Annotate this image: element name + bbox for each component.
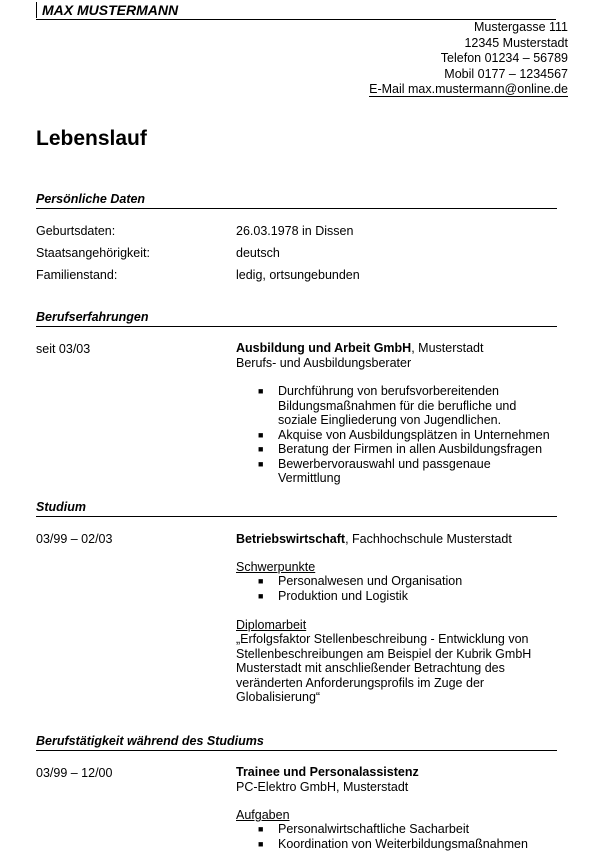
section-heading-experience: Berufserfahrungen — [36, 309, 149, 325]
experience-company-location: , Musterstadt — [411, 341, 483, 355]
bullet-icon: ■ — [258, 589, 263, 604]
study-thesis-label: Diplomarbeit — [236, 618, 306, 633]
experience-entry — [236, 341, 483, 370]
section-divider — [36, 208, 557, 209]
section-heading-work-study: Berufstätigkeit während des Studiums — [36, 733, 264, 749]
address-email[interactable]: E-Mail max.mustermann@online.de — [369, 83, 568, 97]
personal-label-birth: Geburtsdaten: — [36, 223, 115, 239]
work-study-entry — [236, 765, 419, 794]
personal-label-nationality: Staatsangehörigkeit: — [36, 245, 150, 261]
personal-label-status: Familienstand: — [36, 267, 117, 283]
experience-date: seit 03/03 — [36, 341, 90, 357]
bullet-icon: ■ — [258, 428, 263, 443]
section-heading-study: Studium — [36, 499, 86, 515]
address-mobile: Mobil 0177 – 1234567 — [369, 67, 568, 83]
work-study-task-list — [254, 822, 528, 851]
study-subject: Betriebswirtschaft, Fachhochschule Musterstadt — [236, 532, 512, 547]
list-item: ■ Akquise von Ausbildungsplätzen in Unternehmen — [254, 428, 550, 443]
list-item: ■ Durchführung von berufsvorbereitenden — [254, 384, 550, 399]
study-focus-list — [254, 574, 462, 603]
list-item: soziale Eingliederung von Jugendlichen. — [254, 413, 550, 428]
work-study-employer: PC-Elektro GmbH, Musterstadt — [236, 780, 419, 795]
list-item: ■ Produktion und Logistik — [254, 589, 462, 604]
work-study-date: 03/99 – 12/00 — [36, 765, 112, 781]
document-title: Lebenslauf — [36, 125, 147, 153]
section-divider — [36, 326, 557, 327]
study-date: 03/99 – 02/03 — [36, 531, 112, 547]
list-item: ■ Bewerbervorauswahl und passgenaue — [254, 457, 550, 472]
personal-value-birth: 26.03.1978 in Dissen — [236, 223, 353, 239]
experience-company: Ausbildung und Arbeit GmbH — [236, 341, 411, 355]
section-divider — [36, 750, 557, 751]
section-divider — [36, 516, 557, 517]
bullet-icon: ■ — [258, 457, 263, 472]
address-city: 12345 Musterstadt — [369, 36, 568, 52]
work-study-tasks-label: Aufgaben — [236, 808, 290, 823]
bullet-icon: ■ — [258, 822, 263, 837]
bullet-icon: ■ — [258, 442, 263, 457]
list-item: Vermittlung — [254, 471, 550, 486]
applicant-name: MAX MUSTERMANN — [36, 2, 556, 18]
bullet-icon: ■ — [258, 837, 263, 851]
personal-value-nationality: deutsch — [236, 245, 280, 261]
list-item: ■ Beratung der Firmen in allen Ausbildungsfragen — [254, 442, 550, 457]
experience-role: Berufs- und Ausbildungsberater — [236, 356, 483, 371]
contact-address — [369, 20, 568, 98]
bullet-icon: ■ — [258, 384, 263, 399]
study-focus-label: Schwerpunkte — [236, 560, 315, 575]
list-item: ■ Personalwesen und Organisation — [254, 574, 462, 589]
list-item: ■ Koordination von Weiterbildungsmaßnahmen — [254, 837, 528, 851]
study-thesis-title: „Erfolgsfaktor Stellenbeschreibung - Entwicklung von Stellenbeschreibungen am Beispiel der Kubrik GmbH Musterstadt mit anschließender Betrachtung des veränderten Anforderungsprofils im Zuge der Globalisierung“ — [236, 632, 531, 705]
work-study-job: Trainee und Personalassistenz — [236, 765, 419, 780]
bullet-icon: ■ — [258, 574, 263, 589]
list-item: Bildungsmaßnahmen für die berufliche und — [254, 399, 550, 414]
section-heading-personal: Persönliche Daten — [36, 191, 145, 207]
address-street: Mustergasse 111 — [369, 20, 568, 36]
personal-value-status: ledig, ortsungebunden — [236, 267, 360, 283]
list-item: ■ Personalwirtschaftliche Sacharbeit — [254, 822, 528, 837]
experience-bullet-list — [254, 384, 550, 486]
address-phone: Telefon 01234 – 56789 — [369, 51, 568, 67]
